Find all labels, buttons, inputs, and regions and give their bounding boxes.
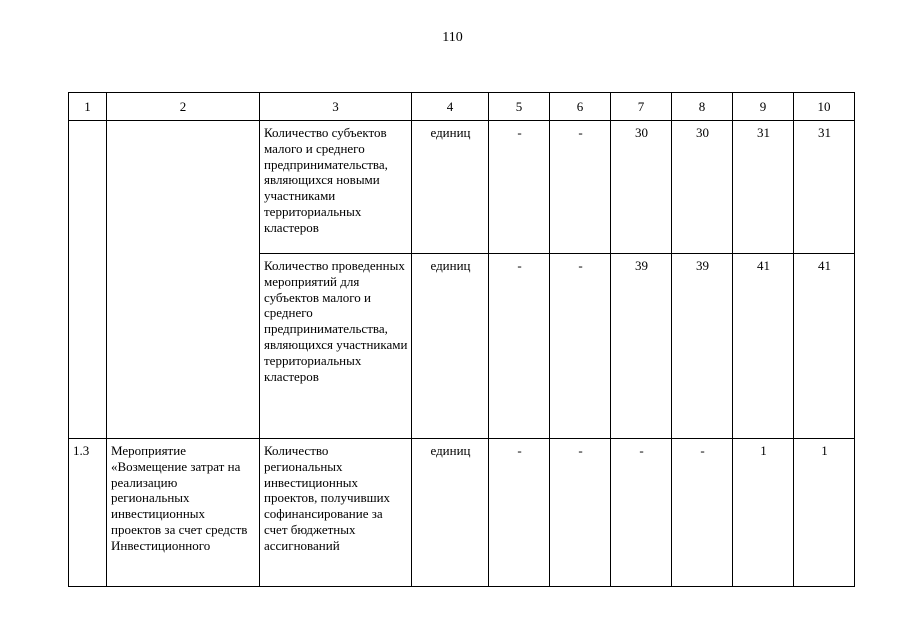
column-header: 4 (412, 93, 489, 121)
unit-cell: единиц (412, 121, 489, 254)
table-row (69, 121, 855, 254)
row-number-cell (69, 121, 107, 439)
page-number: 110 (442, 30, 463, 45)
value-cell: - (489, 254, 550, 439)
value-cell: 31 (794, 121, 855, 254)
value-cell: 41 (794, 254, 855, 439)
unit-cell: единиц (412, 439, 489, 587)
value-cell: - (611, 439, 672, 587)
column-header: 10 (794, 93, 855, 121)
indicator-cell: Количество региональных инвестиционных проектов, получивших софинансирование за счет бюджетных ассигнований (260, 439, 412, 587)
value-cell: - (489, 439, 550, 587)
value-cell: 1 (794, 439, 855, 587)
value-cell: 41 (733, 254, 794, 439)
row-number-cell: 1.3 (69, 439, 107, 587)
value-cell: - (550, 439, 611, 587)
indicator-cell: Количество проведенных мероприятий для субъектов малого и среднего предпринимательства, являющихся участниками территориальных кластеров (260, 254, 412, 439)
value-cell: - (489, 121, 550, 254)
column-header: 8 (672, 93, 733, 121)
column-header: 5 (489, 93, 550, 121)
value-cell: 30 (611, 121, 672, 254)
table-header-row (69, 93, 855, 121)
value-cell: - (550, 254, 611, 439)
column-header: 3 (260, 93, 412, 121)
column-header: 9 (733, 93, 794, 121)
value-cell: 1 (733, 439, 794, 587)
value-cell: 39 (672, 254, 733, 439)
value-cell: 30 (672, 121, 733, 254)
value-cell: - (550, 121, 611, 254)
column-header: 6 (550, 93, 611, 121)
value-cell: 39 (611, 254, 672, 439)
measure-name-cell: Мероприятие «Возмещение затрат на реализацию региональных инвестиционных проектов за счет средств Инвестиционного (107, 439, 260, 587)
column-header: 2 (107, 93, 260, 121)
indicator-cell: Количество субъектов малого и среднего предпринимательства, являющихся новыми участниками территориальных кластеров (260, 121, 412, 254)
measure-name-cell (107, 121, 260, 439)
table-row (69, 439, 855, 587)
column-header: 1 (69, 93, 107, 121)
value-cell: 31 (733, 121, 794, 254)
value-cell: - (672, 439, 733, 587)
unit-cell: единиц (412, 254, 489, 439)
column-header: 7 (611, 93, 672, 121)
indicators-table (68, 92, 855, 587)
